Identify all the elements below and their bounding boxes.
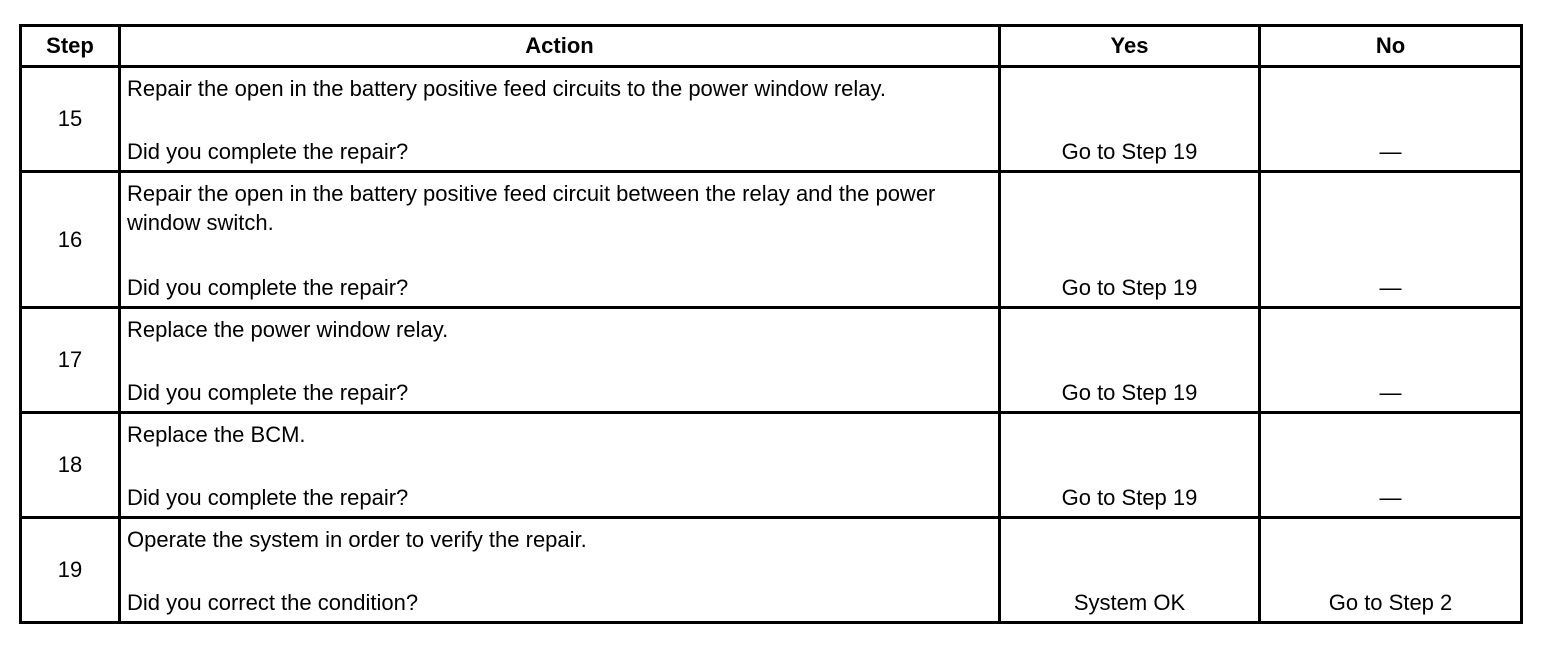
action-cell bbox=[120, 413, 1000, 518]
action-question: Did you complete the repair? bbox=[127, 275, 409, 300]
action-cell bbox=[120, 172, 1000, 308]
table-header-row bbox=[21, 26, 1522, 67]
action-cell bbox=[120, 67, 1000, 172]
header-no: No bbox=[1260, 26, 1522, 67]
action-instruction: Replace the BCM. bbox=[127, 422, 306, 447]
yes-result: System OK bbox=[1073, 590, 1186, 615]
no-result: — bbox=[1379, 380, 1402, 405]
action-cell bbox=[120, 308, 1000, 413]
header-step: Step bbox=[21, 26, 120, 67]
no-result: — bbox=[1379, 139, 1402, 164]
step-number: 18 bbox=[21, 413, 120, 518]
action-question: Did you complete the repair? bbox=[127, 380, 409, 405]
action-cell bbox=[120, 518, 1000, 623]
action-question: Did you correct the condition? bbox=[127, 590, 419, 615]
header-yes: Yes bbox=[1000, 26, 1260, 67]
no-result: — bbox=[1379, 275, 1402, 300]
action-instruction: Repair the open in the battery positive feed circuits to the power window relay. bbox=[127, 76, 886, 101]
no-cell bbox=[1260, 518, 1522, 623]
action-instruction: Replace the power window relay. bbox=[127, 317, 449, 342]
header-action: Action bbox=[120, 26, 1000, 67]
no-cell bbox=[1260, 172, 1522, 308]
yes-result: Go to Step 19 bbox=[1061, 139, 1198, 164]
table-row bbox=[21, 67, 1522, 172]
yes-cell bbox=[1000, 308, 1260, 413]
yes-result: Go to Step 19 bbox=[1061, 275, 1198, 300]
table-row bbox=[21, 172, 1522, 308]
action-question: Did you complete the repair? bbox=[127, 139, 409, 164]
no-result: Go to Step 2 bbox=[1328, 590, 1453, 615]
table-row bbox=[21, 308, 1522, 413]
yes-result: Go to Step 19 bbox=[1061, 380, 1198, 405]
no-cell bbox=[1260, 308, 1522, 413]
yes-result: Go to Step 19 bbox=[1061, 485, 1198, 510]
step-number: 15 bbox=[21, 67, 120, 172]
step-number: 17 bbox=[21, 308, 120, 413]
table-row bbox=[21, 518, 1522, 623]
table-row bbox=[21, 413, 1522, 518]
step-number: 19 bbox=[21, 518, 120, 623]
no-result: — bbox=[1379, 485, 1402, 510]
action-instruction: Repair the open in the battery positive feed circuit between the relay and the power window switch. bbox=[127, 181, 936, 235]
action-question: Did you complete the repair? bbox=[127, 485, 409, 510]
yes-cell bbox=[1000, 413, 1260, 518]
diagnostic-table bbox=[19, 24, 1523, 624]
action-instruction: Operate the system in order to verify the repair. bbox=[127, 527, 587, 552]
step-number: 16 bbox=[21, 172, 120, 308]
no-cell bbox=[1260, 67, 1522, 172]
yes-cell bbox=[1000, 172, 1260, 308]
no-cell bbox=[1260, 413, 1522, 518]
yes-cell bbox=[1000, 518, 1260, 623]
yes-cell bbox=[1000, 67, 1260, 172]
